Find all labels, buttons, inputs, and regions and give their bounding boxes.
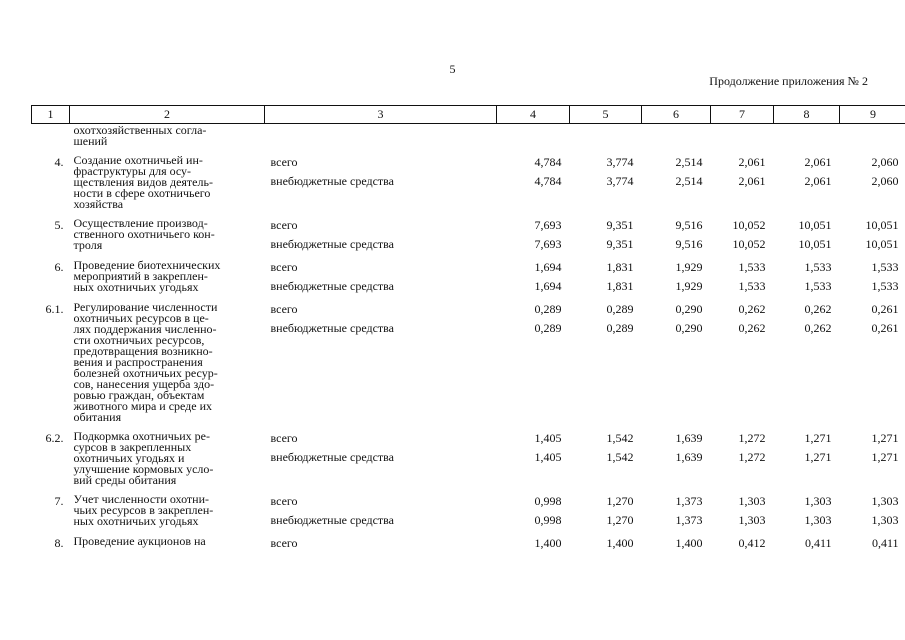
col-header-1: 1 bbox=[32, 106, 70, 124]
value-amount: 1,303 bbox=[871, 494, 899, 508]
value-amount: 1,271 bbox=[804, 431, 832, 445]
row-number bbox=[32, 124, 70, 154]
value-cell-col-4 bbox=[497, 153, 570, 216]
row-activity-name bbox=[70, 124, 265, 154]
value-amount: 1,271 bbox=[804, 450, 832, 464]
value-cell-col-7 bbox=[711, 124, 774, 154]
value-amount: 9,516 bbox=[675, 218, 703, 232]
value-cell-col-6 bbox=[642, 258, 711, 300]
value-cell-col-7 bbox=[711, 300, 774, 429]
value-amount: 1,303 bbox=[804, 513, 832, 527]
row-activity-name bbox=[70, 153, 265, 216]
value-cell-col-4 bbox=[497, 124, 570, 154]
row-number: 4. bbox=[54, 155, 64, 169]
activity-name-text: охотхозяйственных согла- шений bbox=[73, 123, 207, 148]
value-cell-col-8 bbox=[774, 124, 840, 154]
value-amount: 7,693 bbox=[534, 237, 562, 251]
value-cell-col-6 bbox=[642, 429, 711, 492]
continuation-label: Продолжение приложения № 2 bbox=[709, 74, 868, 88]
value-amount: 9,351 bbox=[606, 218, 634, 232]
row-number: 5. bbox=[54, 218, 64, 232]
value-amount: 1,373 bbox=[675, 513, 703, 527]
activity-name-text: Проведение аукционов на bbox=[73, 534, 206, 548]
row-funding-source bbox=[265, 534, 497, 557]
value-amount: 1,400 bbox=[534, 536, 562, 550]
value-amount: 1,533 bbox=[871, 279, 899, 293]
row-funding-source bbox=[265, 300, 497, 429]
activity-name-text: Проведение биотехнических мероприятий в закреплен- ных охотничьих угодьях bbox=[73, 258, 221, 294]
row-activity-name bbox=[70, 534, 265, 557]
value-cell-col-5 bbox=[570, 258, 642, 300]
table-body bbox=[32, 124, 905, 558]
funding-source-label: всего bbox=[270, 494, 298, 508]
value-amount: 1,400 bbox=[675, 536, 703, 550]
value-amount: 9,351 bbox=[606, 237, 634, 251]
value-cell-col-7 bbox=[711, 429, 774, 492]
value-cell-col-6 bbox=[642, 534, 711, 557]
value-cell-col-9 bbox=[840, 429, 905, 492]
table-row bbox=[32, 534, 905, 557]
value-amount: 0,261 bbox=[871, 321, 899, 335]
value-amount: 0,262 bbox=[804, 321, 832, 335]
activity-name-text: Регулирование численности охотничьих ресурсов в це- лях поддержания численно- сти охотничьих ресурсов, предотвращения возникно- вения и распространения болезней охотничьих ресур- сов, нанесения ущерба здо- ровью граждан, объектам животного мира и среде их обитания bbox=[73, 300, 218, 424]
value-cell-col-7 bbox=[711, 258, 774, 300]
value-amount: 2,060 bbox=[871, 155, 899, 169]
value-amount: 0,289 bbox=[534, 321, 562, 335]
value-amount: 0,262 bbox=[738, 321, 766, 335]
value-amount: 1,270 bbox=[606, 494, 634, 508]
value-amount: 1,405 bbox=[534, 431, 562, 445]
value-amount: 1,533 bbox=[804, 260, 832, 274]
value-amount: 1,271 bbox=[871, 450, 899, 464]
value-amount: 10,051 bbox=[798, 237, 832, 251]
value-cell-col-9 bbox=[840, 216, 905, 258]
value-cell-col-8 bbox=[774, 300, 840, 429]
value-amount: 1,639 bbox=[675, 450, 703, 464]
funding-source-label: внебюджетные средства bbox=[270, 174, 394, 188]
col-header-2: 2 bbox=[70, 106, 265, 124]
funding-source-label: внебюджетные средства bbox=[270, 450, 394, 464]
value-cell-col-9 bbox=[840, 124, 905, 154]
value-amount: 0,412 bbox=[738, 536, 766, 550]
row-number: 7. bbox=[54, 494, 64, 508]
value-cell-col-6 bbox=[642, 300, 711, 429]
value-amount: 1,831 bbox=[606, 260, 634, 274]
row-funding-source bbox=[265, 429, 497, 492]
value-cell-col-4 bbox=[497, 534, 570, 557]
col-header-6: 6 bbox=[642, 106, 711, 124]
value-amount: 1,694 bbox=[534, 260, 562, 274]
value-cell-col-5 bbox=[570, 216, 642, 258]
col-header-5: 5 bbox=[570, 106, 642, 124]
funding-source-label: всего bbox=[270, 260, 298, 274]
value-amount: 0,998 bbox=[534, 513, 562, 527]
value-amount: 2,061 bbox=[804, 155, 832, 169]
value-cell-col-6 bbox=[642, 492, 711, 534]
value-amount: 1,929 bbox=[675, 279, 703, 293]
value-amount: 0,290 bbox=[675, 321, 703, 335]
funding-source-label: всего bbox=[270, 155, 298, 169]
value-cell-col-4 bbox=[497, 216, 570, 258]
value-cell-col-8 bbox=[774, 153, 840, 216]
value-amount: 1,303 bbox=[738, 494, 766, 508]
value-amount: 10,052 bbox=[732, 218, 766, 232]
value-cell-col-6 bbox=[642, 216, 711, 258]
value-amount: 0,290 bbox=[675, 302, 703, 316]
value-amount: 0,289 bbox=[606, 321, 634, 335]
value-amount: 1,694 bbox=[534, 279, 562, 293]
table-row bbox=[32, 216, 905, 258]
activity-name-text: Осуществление производ- ственного охотничьего кон- троля bbox=[73, 216, 215, 252]
row-funding-source bbox=[265, 124, 497, 154]
value-cell-col-8 bbox=[774, 492, 840, 534]
value-amount: 0,261 bbox=[871, 302, 899, 316]
value-cell-col-8 bbox=[774, 216, 840, 258]
value-cell-col-8 bbox=[774, 258, 840, 300]
value-amount: 4,784 bbox=[534, 155, 562, 169]
value-amount: 9,516 bbox=[675, 237, 703, 251]
value-cell-col-6 bbox=[642, 124, 711, 154]
value-cell-col-5 bbox=[570, 492, 642, 534]
table-row bbox=[32, 492, 905, 534]
value-cell-col-5 bbox=[570, 429, 642, 492]
value-amount: 2,514 bbox=[675, 174, 703, 188]
value-cell-col-9 bbox=[840, 534, 905, 557]
activity-name-text: Учет численности охотни- чьих ресурсов в закреплен- ных охотничьих угодьях bbox=[73, 492, 214, 528]
value-amount: 1,639 bbox=[675, 431, 703, 445]
funding-source-label: внебюджетные средства bbox=[270, 513, 394, 527]
value-amount: 0,289 bbox=[534, 302, 562, 316]
value-amount: 1,831 bbox=[606, 279, 634, 293]
value-amount: 10,052 bbox=[732, 237, 766, 251]
funding-source-label: всего bbox=[270, 431, 298, 445]
value-cell-col-8 bbox=[774, 534, 840, 557]
value-amount: 7,693 bbox=[534, 218, 562, 232]
value-amount: 1,272 bbox=[738, 431, 766, 445]
funding-source-label: внебюджетные средства bbox=[270, 279, 394, 293]
value-cell-col-7 bbox=[711, 534, 774, 557]
value-cell-col-7 bbox=[711, 216, 774, 258]
value-cell-col-7 bbox=[711, 492, 774, 534]
value-amount: 10,051 bbox=[865, 218, 899, 232]
table-row bbox=[32, 124, 905, 154]
row-number: 6.2. bbox=[45, 431, 64, 445]
value-amount: 10,051 bbox=[798, 218, 832, 232]
table-row bbox=[32, 258, 905, 300]
col-header-4: 4 bbox=[497, 106, 570, 124]
col-header-8: 8 bbox=[774, 106, 840, 124]
value-amount: 1,542 bbox=[606, 450, 634, 464]
col-header-3: 3 bbox=[265, 106, 497, 124]
value-amount: 0,262 bbox=[738, 302, 766, 316]
value-amount: 0,411 bbox=[871, 536, 899, 550]
value-amount: 3,774 bbox=[606, 155, 634, 169]
table-row bbox=[32, 300, 905, 429]
value-cell-col-6 bbox=[642, 153, 711, 216]
value-amount: 0,411 bbox=[804, 536, 832, 550]
value-amount: 0,289 bbox=[606, 302, 634, 316]
row-activity-name bbox=[70, 300, 265, 429]
value-amount: 1,303 bbox=[738, 513, 766, 527]
value-amount: 4,784 bbox=[534, 174, 562, 188]
value-amount: 1,270 bbox=[606, 513, 634, 527]
funding-source-label: всего bbox=[270, 536, 298, 550]
funding-source-label: всего bbox=[270, 218, 298, 232]
value-amount: 2,060 bbox=[871, 174, 899, 188]
value-amount: 1,405 bbox=[534, 450, 562, 464]
value-cell-col-5 bbox=[570, 153, 642, 216]
value-cell-col-5 bbox=[570, 534, 642, 557]
table-row bbox=[32, 429, 905, 492]
value-cell-col-9 bbox=[840, 258, 905, 300]
value-cell-col-5 bbox=[570, 124, 642, 154]
value-amount: 2,061 bbox=[804, 174, 832, 188]
row-activity-name bbox=[70, 216, 265, 258]
value-amount: 1,533 bbox=[738, 260, 766, 274]
value-amount: 10,051 bbox=[865, 237, 899, 251]
row-funding-source bbox=[265, 258, 497, 300]
value-cell-col-4 bbox=[497, 258, 570, 300]
value-cell-col-4 bbox=[497, 492, 570, 534]
row-number: 8. bbox=[54, 536, 64, 550]
funding-source-label: внебюджетные средства bbox=[270, 321, 394, 335]
activity-name-text: Подкормка охотничьих ре- сурсов в закрепленных охотничьих угодьях и улучшение кормовых усло- вий среды обитания bbox=[73, 429, 214, 487]
value-amount: 1,929 bbox=[675, 260, 703, 274]
value-amount: 2,514 bbox=[675, 155, 703, 169]
value-cell-col-9 bbox=[840, 300, 905, 429]
value-cell-col-4 bbox=[497, 300, 570, 429]
value-amount: 1,533 bbox=[804, 279, 832, 293]
value-amount: 0,998 bbox=[534, 494, 562, 508]
value-cell-col-5 bbox=[570, 300, 642, 429]
value-amount: 1,542 bbox=[606, 431, 634, 445]
header-row bbox=[32, 106, 905, 124]
col-header-9: 9 bbox=[840, 106, 905, 124]
activity-name-text: Создание охотничьей ин- фраструктуры для осу- ществления видов деятель- ности в сфере охотничьего хозяйства bbox=[73, 153, 213, 211]
page-number: 5 bbox=[449, 62, 456, 76]
row-funding-source bbox=[265, 492, 497, 534]
row-funding-source bbox=[265, 153, 497, 216]
value-amount: 0,262 bbox=[804, 302, 832, 316]
budget-table bbox=[31, 105, 905, 557]
value-amount: 2,061 bbox=[738, 155, 766, 169]
value-amount: 1,272 bbox=[738, 450, 766, 464]
value-amount: 1,533 bbox=[871, 260, 899, 274]
value-amount: 1,303 bbox=[871, 513, 899, 527]
value-cell-col-9 bbox=[840, 153, 905, 216]
value-amount: 1,400 bbox=[606, 536, 634, 550]
value-amount: 3,774 bbox=[606, 174, 634, 188]
value-cell-col-8 bbox=[774, 429, 840, 492]
row-number: 6. bbox=[54, 260, 64, 274]
value-cell-col-4 bbox=[497, 429, 570, 492]
row-activity-name bbox=[70, 258, 265, 300]
funding-source-label: всего bbox=[270, 302, 298, 316]
value-amount: 1,271 bbox=[871, 431, 899, 445]
value-amount: 1,303 bbox=[804, 494, 832, 508]
funding-source-label: внебюджетные средства bbox=[270, 237, 394, 251]
row-number: 6.1. bbox=[45, 302, 64, 316]
value-cell-col-9 bbox=[840, 492, 905, 534]
value-amount: 1,533 bbox=[738, 279, 766, 293]
value-amount: 1,373 bbox=[675, 494, 703, 508]
value-amount: 2,061 bbox=[738, 174, 766, 188]
value-cell-col-7 bbox=[711, 153, 774, 216]
row-activity-name bbox=[70, 492, 265, 534]
row-funding-source bbox=[265, 216, 497, 258]
row-activity-name bbox=[70, 429, 265, 492]
table-row bbox=[32, 153, 905, 216]
col-header-7: 7 bbox=[711, 106, 774, 124]
